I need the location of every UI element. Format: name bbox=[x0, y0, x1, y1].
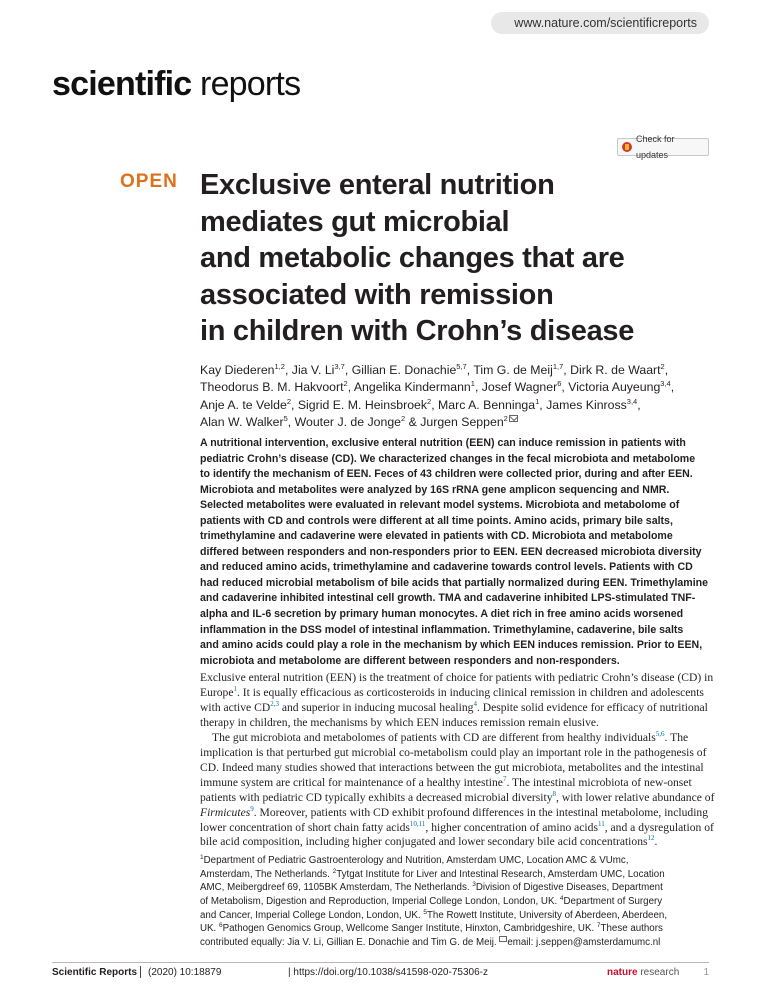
affil-line: and Cancer, Imperial College London, London, UK. $^5$The Rowett Institute, University of Aberdeen, Aberdeen, bbox=[200, 908, 668, 921]
title-line: associated with remission bbox=[200, 278, 554, 311]
author-name[interactable]: Gillian E. Donachie bbox=[351, 363, 457, 377]
mail-icon bbox=[499, 936, 507, 942]
reference-link[interactable]: 12 bbox=[647, 834, 655, 843]
body-line: patients with pediatric CD typically exhibits a decreased microbial diversity$^8$, with lower relative abundance of bbox=[200, 789, 715, 804]
title-line: in children with Crohn’s disease bbox=[200, 315, 635, 347]
abstract bbox=[200, 436, 712, 669]
author-name[interactable]: Victoria Auyeung bbox=[568, 380, 661, 395]
title-line: Exclusive enteral nutrition bbox=[200, 169, 555, 201]
abstract-line: alpha and IL-6 secretion by primary human monocytes. A diet rich in free amino acids worsened bbox=[200, 608, 684, 621]
title-line: mediates gut microbial bbox=[200, 205, 510, 238]
affil-line: $^1$Department of Pediatric Gastroenterology and Nutrition, Amsterdam UMC, Location AMC & VUmc, bbox=[200, 853, 629, 866]
mail-icon[interactable] bbox=[509, 415, 518, 422]
reference-link[interactable]: 5,6 bbox=[655, 729, 665, 738]
abstract-line: patients with CD and controls were different at all time points. Amino acids, primary bile salts, bbox=[200, 514, 673, 527]
author-name[interactable]: Wouter J. de Jonge bbox=[294, 415, 402, 430]
body-line: therapy in children, the mechanisms by which EEN induces remission remain elusive. bbox=[200, 715, 599, 729]
reference-link[interactable]: 9 bbox=[250, 804, 254, 813]
body-line: CD. Indeed many studies showed that interactions between the gut microbiota, metabolites and the intestinal bbox=[200, 760, 704, 774]
abstract-line: and reduced amino acids, trimethylamine and cadaverine towards control levels. Patients with CD bbox=[200, 561, 693, 574]
check-for-updates-label: Check for updates bbox=[636, 134, 675, 160]
abstract-line: Selected metabolites were evaluated in relevant model systems. Microbiota and metabolome of bbox=[200, 499, 680, 512]
body-line: Europe$^1$. It is equally efficacious as corticosteroids in inducing clinical remission in children and adolescents bbox=[200, 685, 704, 699]
reference-link[interactable]: 1 bbox=[233, 685, 237, 694]
body-line: Firmicutes$^9$. Moreover, patients with CD exhibit profound differences in the intestinal metabolome, including bbox=[200, 804, 709, 819]
body-line: immune system are critical for maintenance of a healthy intestine$^7$. The intestinal microbiota of new-onset bbox=[200, 774, 692, 789]
author-name[interactable]: Jurgen Seppen bbox=[420, 415, 504, 430]
publisher-logo: nature research bbox=[607, 967, 680, 978]
open-access-label: OPEN bbox=[120, 171, 178, 192]
abstract-line: A nutritional intervention, exclusive enteral nutrition (EEN) can induce remission in patients with bbox=[200, 437, 686, 449]
journal-logo-light: reports bbox=[200, 65, 301, 103]
footer-separator bbox=[140, 966, 141, 978]
reference-link[interactable]: 7 bbox=[502, 774, 507, 783]
reference-link[interactable]: 10,11 bbox=[409, 819, 426, 828]
article-title bbox=[200, 167, 720, 350]
footer-doi-link[interactable]: | https://doi.org/10.1038/s41598-020-75306-z bbox=[288, 967, 488, 978]
reference-link[interactable]: 11 bbox=[597, 819, 605, 828]
body-line: implication is that perturbed gut microbial co-metabolism could play an important role in the pathogenesis of bbox=[200, 745, 707, 759]
author-name[interactable]: Sigrid E. M. Heinsbroek bbox=[297, 397, 428, 412]
affil-line: UK. $^6$Pathogen Genomics Group, Wellcome Sanger Institute, Hinxton, Cambridgeshire, UK. $^7$These authors bbox=[200, 922, 663, 935]
journal-logo bbox=[52, 64, 300, 104]
author-list: Kay Diederen$^{1,2}$, Jia V. Li$^{3,7}$, Gillian E. Donachie$^{5,7}$, Tim G. de Meij$^{1,7}$, Dirk R. de Waart$^2$, Theodorus B. M. Hakvoort$^2$, Angelika Kindermann$^1$, Josef Wagner$^6$, Victoria Auyeung$^{3,4}$, Anje A. te Velde$^2$, Sigrid E. M. Heinsbroek$^2$, Marc A. Benninga$^1$, James Kinross$^{3,4}$, Alan W. Walker$^5$, Wouter J. de Jonge$^2$ & Jurgen Seppen$^2$ bbox=[200, 361, 675, 430]
author-name[interactable]: James Kinross bbox=[546, 397, 627, 412]
author-name[interactable]: Kay Diederen bbox=[200, 363, 275, 377]
abstract-line: differed between responders and non-responders prior to EEN. EEN decreased microbiota diversity bbox=[200, 545, 702, 558]
corresponding-email[interactable]: email: j.seppen@amsterdamumc.nl bbox=[507, 936, 661, 948]
body-line: lower concentration of short chain fatty acids$^{10,11}$, higher concentration of amino acids$^{11}$, and a dysregulation of bbox=[200, 819, 714, 834]
reference-link[interactable]: 2,3 bbox=[270, 700, 279, 709]
affiliations bbox=[200, 854, 712, 950]
author-name[interactable]: Theodorus B. M. Hakvoort bbox=[200, 380, 344, 395]
body-text bbox=[200, 671, 715, 850]
body-line: bile acid composition, including higher conjugated and lower secondary bile acid concentrations$^{12}$. bbox=[200, 834, 658, 849]
page-number: 1 bbox=[703, 967, 709, 978]
check-for-updates-button[interactable] bbox=[617, 134, 709, 160]
affil-line: contributed equally: Jia V. Li, Gillian E. Donachie and Tim G. de Meij. email: j.seppen@amsterdamumc.nl bbox=[200, 936, 661, 948]
body-line: Exclusive enteral nutrition (EEN) is the treatment of choice for patients with pediatric Crohn’s disease (CD) in bbox=[200, 671, 714, 684]
page-footer bbox=[52, 966, 709, 980]
author-name[interactable]: Marc A. Benninga bbox=[438, 397, 536, 412]
author-name[interactable]: Anje A. te Velde bbox=[200, 397, 287, 412]
author-name[interactable]: Angelika Kindermann bbox=[353, 380, 471, 395]
author-name[interactable]: Josef Wagner bbox=[481, 380, 558, 395]
author-name[interactable]: Tim G. de Meij bbox=[473, 363, 553, 377]
title-line: and metabolic changes that are bbox=[200, 242, 625, 274]
abstract-line: pediatric Crohn’s disease (CD). We characterized changes in the fecal microbiota and metabolome bbox=[200, 452, 696, 465]
body-line: The gut microbiota and metabolomes of patients with CD are different from healthy individuals$^{5,6}$. The bbox=[212, 729, 689, 744]
abstract-line: and cadaverine inhibited intestinal cell growth. TMA and cadaverine inhibited LPS-stimulated TNF- bbox=[200, 592, 696, 605]
abstract-line: trimethylamine and cadaverine were elevated in patients with CD. Microbiota and metabolome bbox=[200, 530, 673, 543]
reference-link[interactable]: 4 bbox=[473, 700, 477, 709]
crossmark-icon bbox=[622, 142, 632, 152]
footer-divider bbox=[52, 962, 709, 963]
affil-line: of Metabolism, Digestion and Reproduction, Imperial College London, London, UK. $^4$Department of Surgery bbox=[200, 894, 663, 907]
abstract-line: microbiota and metabolome are different between responders and non-responders. bbox=[200, 654, 620, 667]
affil-line: AMC, Meibergdreef 69, 1105BK Amsterdam, The Netherlands. $^3$Division of Digestive Diseases, Department bbox=[200, 881, 663, 894]
footer-journal: Scientific Reports bbox=[52, 967, 138, 978]
abstract-line: had reduced microbial metabolism of bile acids that partially normalized during EEN. Trimethylamine bbox=[200, 576, 709, 589]
author-name[interactable]: Jia V. Li bbox=[291, 363, 335, 377]
affil-line: Amsterdam, The Netherlands. $^2$Tytgat Institute for Liver and Intestinal Research, Amsterdam UMC, Location bbox=[200, 867, 665, 880]
abstract-line: inflammation in the DSS model of intestinal inflammation. Trimethylamine, cadaverine, bile salts bbox=[200, 623, 684, 636]
abstract-line: and amino acids could play a role in the mechanism by which EEN induces remission. Prior to EEN, bbox=[200, 639, 703, 652]
abstract-line: Microbiota and metabolites were analyzed by 16S rRNA gene amplicon sequencing and NMR. bbox=[200, 483, 670, 496]
footer-citation: (2020) 10:18879 bbox=[148, 967, 222, 978]
body-line: with active CD$^{2,3}$ and superior in inducing mucosal healing$^4$. Despite solid evidence for efficacy of nutritional bbox=[200, 700, 708, 714]
abstract-line: to identify the mechanism of EEN. Feces of 43 children were collected prior, during and after EEN. bbox=[200, 468, 693, 481]
journal-url[interactable]: www.nature.com/scientificreports bbox=[491, 12, 709, 34]
author-name[interactable]: Dirk R. de Waart bbox=[570, 363, 661, 377]
reference-link[interactable]: 8 bbox=[552, 789, 557, 798]
journal-logo-bold: scientific bbox=[52, 65, 192, 103]
author-name[interactable]: Alan W. Walker bbox=[200, 415, 284, 430]
